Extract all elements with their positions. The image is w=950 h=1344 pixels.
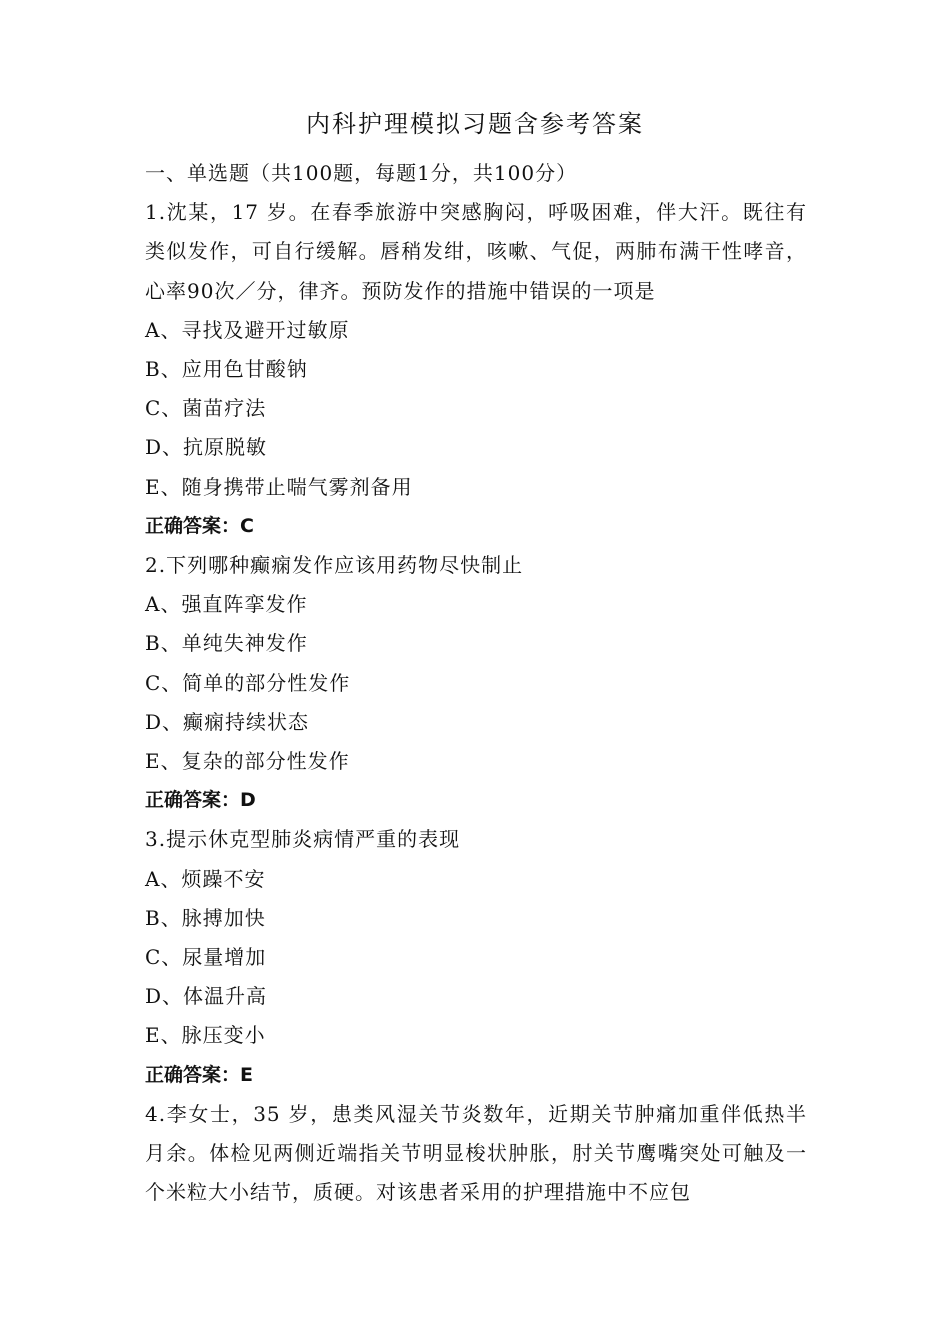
option-b: B、单纯失神发作: [145, 631, 308, 656]
option-c: C、菌苗疗法: [145, 396, 267, 421]
question-3: [145, 820, 807, 1094]
option-e: E、脉压变小: [145, 1023, 266, 1048]
question-text: 1.沈某，17 岁。在春季旅游中突感胸闷，呼吸困难，伴大汗。既往有类似发作，可自行缓解。唇稍发绀，咳嗽、气促，两肺布满干性哮音，心率90次／分，律齐。预防发作的措施中错误的一项是: [145, 200, 807, 303]
option-b: B、应用色甘酸钠: [145, 357, 308, 382]
question-4: [145, 1095, 807, 1213]
question-1: [145, 193, 807, 546]
correct-answer: 正确答案：C: [145, 514, 254, 537]
question-text: 2.下列哪种癫痫发作应该用药物尽快制止: [145, 553, 524, 578]
section-heading: 一、单选题（共100题，每题1分，共100分）: [145, 161, 578, 185]
option-a: A、强直阵挛发作: [145, 592, 308, 617]
option-e: E、随身携带止喘气雾剂备用: [145, 474, 413, 499]
option-c: C、尿量增加: [145, 945, 267, 970]
option-a: A、寻找及避开过敏原: [145, 317, 350, 342]
option-a: A、烦躁不安: [145, 866, 266, 891]
option-d: D、抗原脱敏: [145, 435, 268, 460]
option-b: B、脉搏加快: [145, 905, 266, 930]
question-2: [145, 546, 807, 820]
correct-answer: 正确答案：D: [145, 789, 256, 812]
question-text: 4.李女士，35 岁，患类风湿关节炎数年，近期关节肿痛加重伴低热半月余。体检见两侧近端指关节明显梭状肿胀，肘关节鹰嘴突处可触及一个米粒大小结节，质硬。对该患者采用的护理措施中不应包: [145, 1101, 807, 1205]
question-text: 3.提示休克型肺炎病情严重的表现: [145, 827, 461, 852]
option-e: E、复杂的部分性发作: [145, 749, 350, 774]
option-c: C、简单的部分性发作: [145, 670, 351, 695]
document-title: 内科护理模拟习题含参考答案: [306, 110, 644, 138]
correct-answer: 正确答案：E: [145, 1063, 253, 1086]
document-content: [145, 154, 807, 1212]
option-d: D、体温升高: [145, 984, 268, 1009]
option-d: D、癫痫持续状态: [145, 709, 310, 734]
